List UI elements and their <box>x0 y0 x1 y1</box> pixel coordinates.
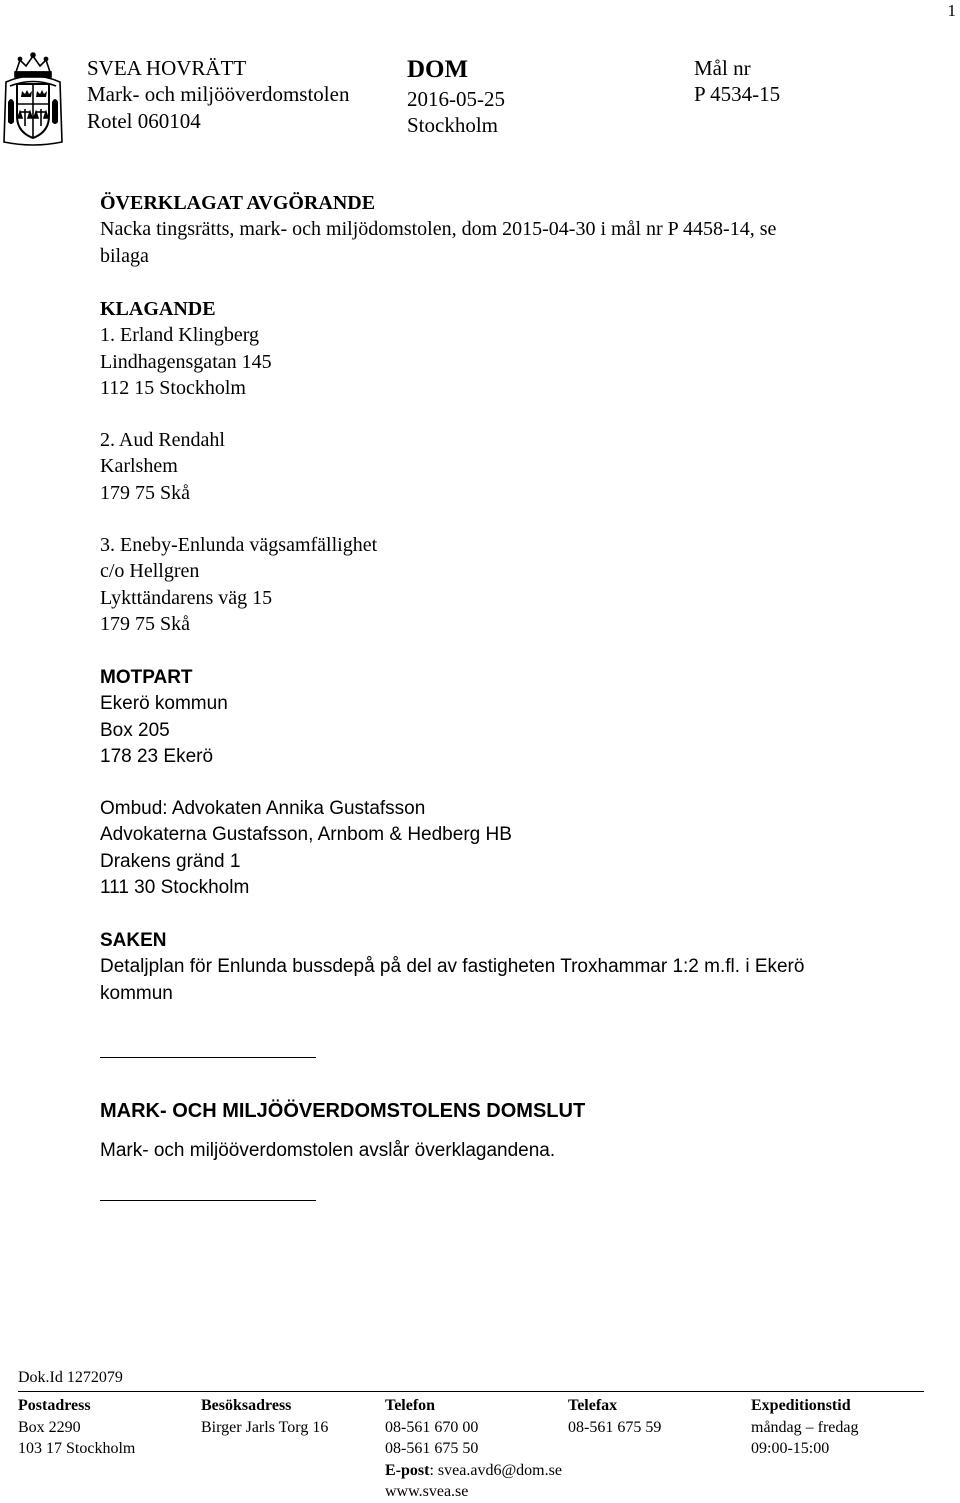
case-number: P 4534-15 <box>694 82 781 106</box>
document-type: DOM <box>407 56 469 83</box>
appellants-section <box>100 296 377 637</box>
footer-heading: Telefon <box>385 1397 436 1414</box>
section-heading: ÖVERKLAGAT AVGÖRANDE <box>100 192 376 214</box>
ruling-text: Mark- och miljööverdomstolen avslår överklagandena. <box>100 1140 556 1161</box>
text-line: 111 30 Stockholm <box>100 877 250 899</box>
footer-heading: Postadress <box>18 1397 91 1414</box>
text-line: 178 23 Ekerö <box>100 745 214 767</box>
text-line: Nacka tingsrätts, mark- och miljödomstolen, dom 2015-04-30 i mål nr P 4458-14, se <box>100 218 777 241</box>
footer-heading: Expeditionstid <box>751 1397 851 1414</box>
text-line: 1. Erland Klingberg <box>100 324 260 347</box>
court-name: SVEA HOVRÄTT <box>87 56 247 80</box>
footer-office-hours <box>751 1395 859 1460</box>
document-place: Stockholm <box>407 113 499 137</box>
footer-line: 103 17 Stockholm <box>18 1440 136 1458</box>
text-line: 2. Aud Rendahl <box>100 429 225 452</box>
document-date: 2016-05-25 <box>407 87 505 111</box>
text-line: 3. Eneby-Enlunda vägsamfällighet <box>100 534 378 557</box>
text-line: Lindhagensgatan 145 <box>100 350 272 373</box>
footer-fax <box>568 1395 661 1438</box>
footer-line: Box 2290 <box>18 1418 81 1436</box>
footer-visiting-address <box>201 1395 328 1438</box>
text-line: Ekerö kommun <box>100 693 228 715</box>
divider <box>100 1200 316 1201</box>
text-line: c/o Hellgren <box>100 560 200 583</box>
matter-section <box>100 928 804 1007</box>
page-number: 1 <box>947 1 956 20</box>
text-line: Lykttändarens väg 15 <box>100 586 273 609</box>
footer-line: 09:00-15:00 <box>751 1440 830 1458</box>
counterparty-section <box>100 665 512 901</box>
text-line: Karlshem <box>100 455 178 478</box>
footer-rule <box>18 1391 924 1392</box>
court-division: Mark- och miljööverdomstolen <box>87 82 350 106</box>
text-line: bilaga <box>100 244 149 267</box>
text-line: Detaljplan för Enlunda bussdepå på del av fastigheten Troxhammar 1:2 m.fl. i Ekerö <box>100 956 805 978</box>
footer-postal-address <box>18 1395 135 1460</box>
email-link[interactable]: svea.avd6@dom.se <box>437 1461 562 1479</box>
footer-phone <box>385 1395 562 1503</box>
court-rotel: Rotel 060104 <box>87 109 201 133</box>
section-heading: KLAGANDE <box>100 298 216 320</box>
text-line: Ombud: Advokaten Annika Gustafsson <box>100 798 426 820</box>
text-line: Advokaterna Gustafsson, Arnbom & Hedberg HB <box>100 824 512 846</box>
text-line: 179 75 Skå <box>100 612 190 635</box>
divider <box>100 1057 316 1058</box>
text-line: 112 15 Stockholm <box>100 376 246 399</box>
footer-email-line: E-post: svea.avd6@dom.se <box>385 1461 562 1479</box>
swedish-coat-of-arms-icon <box>2 52 64 148</box>
section-heading: MOTPART <box>100 667 193 688</box>
text-line: kommun <box>100 982 173 1004</box>
text-line: Drakens gränd 1 <box>100 850 241 872</box>
footer-heading: Besöksadress <box>201 1397 292 1414</box>
text-line: Box 205 <box>100 719 170 741</box>
email-label: E-post <box>385 1461 430 1479</box>
appealed-decision-section <box>100 190 776 269</box>
web-link[interactable]: www.svea.se <box>385 1483 469 1501</box>
footer-line: Birger Jarls Torg 16 <box>201 1418 329 1436</box>
footer-line: 08-561 675 50 <box>385 1440 479 1458</box>
footer-line: 08-561 675 59 <box>568 1418 662 1436</box>
footer-line: 08-561 670 00 <box>385 1418 479 1436</box>
document-id: Dok.Id 1272079 <box>18 1369 123 1386</box>
case-label: Mål nr <box>694 56 751 80</box>
ruling-heading: MARK- OCH MILJÖÖVERDOMSTOLENS DOMSLUT <box>100 1100 586 1122</box>
section-heading: SAKEN <box>100 930 167 951</box>
footer-line: måndag – fredag <box>751 1418 859 1436</box>
text-line: 179 75 Skå <box>100 481 190 504</box>
footer-heading: Telefax <box>568 1397 618 1414</box>
